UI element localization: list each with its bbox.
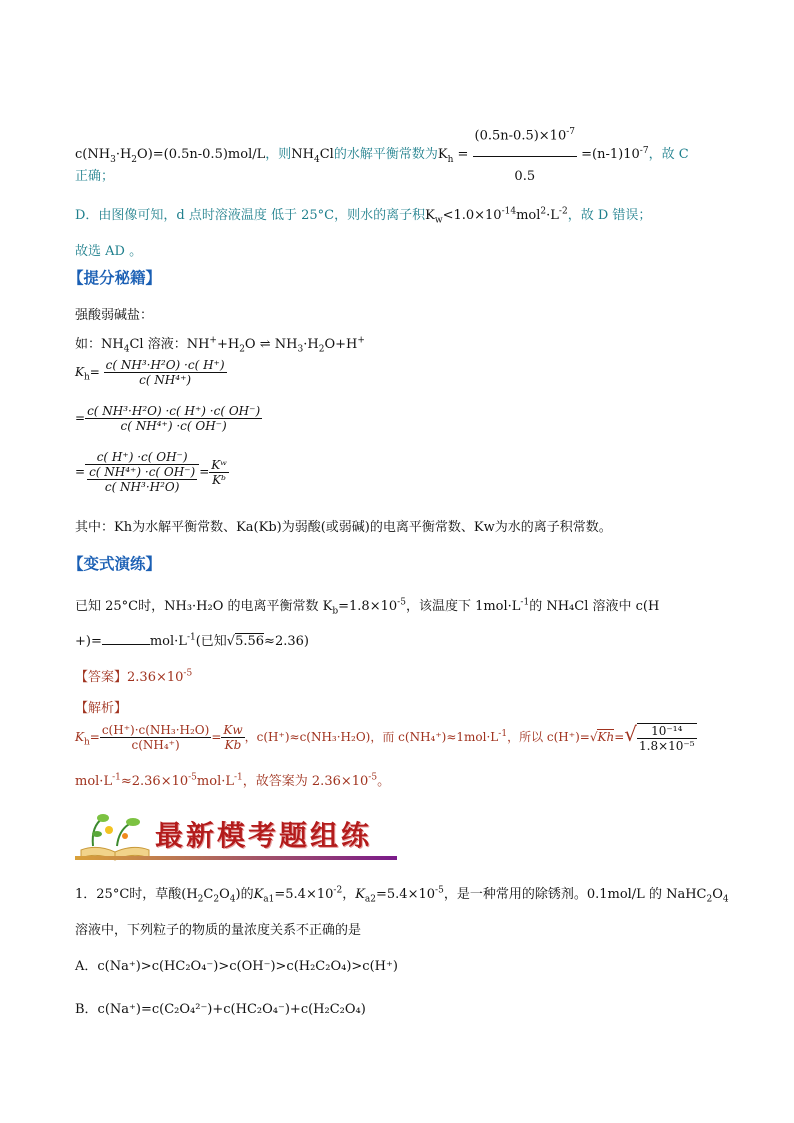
text: =1.8×10	[338, 599, 398, 614]
text: NH	[274, 337, 298, 352]
text: =	[614, 730, 625, 744]
tips-note: 其中：Kh为水解平衡常数、Ka(Kb)为弱酸(或弱碱)的电离平衡常数、Kw为水的离子积常数。	[75, 520, 612, 535]
text: mol	[516, 208, 541, 223]
text: -1	[112, 772, 121, 783]
practice-question-line2	[75, 630, 309, 649]
text: -5	[368, 772, 378, 783]
text: K	[253, 887, 264, 902]
text: ，则	[265, 147, 292, 163]
text: a1	[263, 894, 275, 905]
sqrt-symbol-icon: √	[589, 730, 598, 744]
text: 1．25°C时，草酸(H	[75, 887, 198, 902]
kh-formula-1: $K_h=$ $\frac{\text{c( NH³·H²O) ·c( H⁺)}}{\text{c( NH⁴⁺)}}$	[75, 358, 225, 387]
text: <1.0×10	[442, 208, 502, 223]
analysis-line2	[75, 770, 390, 789]
text: -1	[234, 772, 243, 783]
fraction	[100, 723, 211, 752]
text: O	[219, 887, 230, 902]
answer-line	[75, 666, 192, 685]
text: -1	[520, 597, 530, 608]
text: -2	[558, 206, 568, 217]
text: 已知 25°C时，NH₃·H₂O 的电离平衡常数 K	[75, 599, 333, 614]
analysis-label: 【解析】	[75, 701, 128, 716]
text: NH	[291, 147, 314, 163]
text: c(NH₄⁺)	[131, 738, 180, 752]
text: 0.5	[514, 169, 536, 185]
solution-line-c: $c(NH_3\cdot H_2O)=(0.5n-0.5)mol/L$，则$NH_4Cl$的水解平衡常数为$K_h$ = $\frac{(0.5n-0.5)\times 10^{-7}}{0.5}$ $=(n-1)10^{-7}$，故 C	[75, 112, 689, 152]
text: (0.5n-0.5)×10	[474, 128, 567, 144]
text: a2	[364, 894, 377, 905]
banner-title: 最新模考题组练	[155, 819, 373, 852]
text: c( NH⁴⁺)	[139, 373, 192, 387]
text: mol·L	[196, 774, 234, 789]
text: c( NH³·H²O) ·c( H⁺)	[105, 358, 225, 372]
text: mol·L	[149, 634, 187, 649]
text: c( NH⁴⁺) ·c( OH⁻)	[89, 465, 196, 479]
text: (已知	[195, 634, 227, 649]
text: ·H	[115, 147, 132, 163]
text: -1	[498, 729, 508, 739]
text: h	[83, 737, 90, 748]
text: K	[75, 365, 84, 379]
equilibrium-arrow-icon: ⇌	[259, 337, 271, 352]
tips-heading: 【提分秘籍】	[68, 268, 162, 287]
kh-formula-3: = c( H⁺) ·c( OH⁻) c( NH⁴⁺) ·c( OH⁻) c( NH³·H²O) = $\frac{\text{Kʷ}}{\text{Kᵇ}}$	[75, 450, 227, 494]
text: 如：NH	[75, 337, 124, 352]
text: ，c(H⁺)≈c(NH₃·H₂O)，而 c(NH₄⁺)≈1mol·L	[244, 730, 499, 744]
text: c(NH	[75, 147, 111, 163]
text: =(n-1)10	[581, 147, 640, 163]
solution-select: 故选 AD 。	[75, 244, 143, 259]
text: mol·L	[75, 774, 113, 789]
text: O	[712, 887, 723, 902]
answer-blank	[102, 644, 150, 645]
text: 1.8×10⁻⁵	[639, 738, 695, 753]
text: +)=	[75, 634, 102, 649]
text: ，是一种常用的除锈剂。0.1mol/L 的 NaHC	[443, 887, 707, 902]
text: ·H	[303, 337, 319, 352]
text: -14	[501, 206, 517, 217]
question-1-line2: 溶液中，下列粒子的物质的量浓度关系不正确的是	[75, 923, 362, 938]
hydrolysis-fraction	[473, 112, 577, 197]
text: 10⁻¹⁴	[637, 724, 697, 739]
text: Cl	[319, 147, 334, 163]
text: -2	[333, 885, 343, 896]
text: c( NH³·H²O)	[104, 480, 180, 494]
text: 【答案】	[75, 670, 128, 685]
banner-underline	[75, 856, 397, 860]
text: h	[447, 154, 454, 165]
text: Kw	[223, 723, 243, 737]
fraction	[209, 458, 228, 487]
text: )的	[235, 887, 254, 902]
text: O	[244, 337, 256, 352]
section-banner	[75, 808, 400, 863]
fraction	[85, 450, 199, 494]
text: +H	[216, 337, 240, 352]
fraction	[104, 358, 227, 387]
text: ，	[342, 887, 356, 902]
text: O)=(0.5n-0.5)mol/L	[137, 147, 266, 163]
text: 的水解平衡常数为	[333, 147, 438, 163]
fraction	[221, 723, 244, 752]
text: c( NH⁴⁺) ·c( OH⁻)	[120, 419, 227, 433]
text: ，该温度下 1mol·L	[405, 599, 521, 614]
fraction	[85, 404, 262, 433]
text: Kᵇ	[212, 472, 226, 487]
text: -5	[435, 885, 444, 896]
text: ，故答案为 2.36×10	[242, 774, 369, 789]
text: -7	[566, 127, 576, 137]
text: -5	[397, 597, 406, 608]
text: K	[355, 887, 365, 902]
text: -1	[186, 632, 196, 643]
text: Kh	[597, 730, 615, 744]
text: =5.4×10	[376, 887, 436, 902]
text: c( H⁺) ·c( OH⁻)	[85, 450, 199, 465]
text: 2.36×10	[127, 670, 184, 685]
text: Kʷ	[211, 457, 227, 472]
text: 5.56	[235, 634, 265, 649]
text: 。	[377, 774, 391, 789]
kh-formula-2: = $\frac{\text{c( NH³·H²O) ·c( H⁺) ·c( OH⁻)}}{\text{c( NH⁴⁺) ·c( OH⁻)}}$	[75, 404, 261, 433]
question-1-option-b[interactable]: B．c(Na⁺)=c(C₂O₄²⁻)+c(HC₂O₄⁻)+c(H₂C₂O₄)	[75, 1002, 366, 1017]
sqrt-symbol-icon: √	[624, 722, 637, 746]
text: ≈2.36)	[264, 634, 309, 649]
text: O+H	[324, 337, 358, 352]
text: ，故 C	[648, 147, 689, 163]
text: Kb	[224, 738, 242, 752]
text: h	[83, 372, 90, 383]
text: ，所以 c(H⁺)=	[507, 730, 590, 744]
practice-heading: 【变式演练】	[68, 554, 162, 573]
tips-intro: 强酸弱碱盐：	[75, 308, 154, 323]
tips-example: 如：$NH_4Cl$ 溶液：$NH^++H_2O$ ⇌ $NH_3\cdot H_2O+H^+$	[75, 335, 365, 355]
text: Cl 溶液：NH	[129, 337, 210, 352]
question-1-option-a[interactable]: A．c(Na⁺)>c(HC₂O₄⁻)>c(OH⁻)>c(H₂C₂O₄)>c(H⁺)	[75, 959, 398, 974]
text: C	[203, 887, 214, 902]
text: -5	[188, 772, 197, 783]
text: c( NH³·H²O) ·c( H⁺) ·c( OH⁻)	[87, 404, 261, 418]
solution-line-d	[75, 204, 651, 226]
text: w	[434, 215, 443, 226]
text: b	[332, 606, 339, 617]
text: K	[75, 730, 84, 744]
text: -5	[183, 668, 193, 679]
book-plant-icon	[75, 808, 155, 863]
question-1-line1: 1．25°C时，草酸$(H_2C_2O_4)$的$K_{a1}=5.4\times 10^{-2}$，$K_{a2}=5.4\times 10^{-5}$，是一种常用的除锈剂。0.1mol/L 的 $NaHC_2O_4$	[75, 885, 729, 905]
sqrt-symbol-icon: √	[226, 634, 236, 649]
text: ，故 D 错误；	[567, 208, 652, 223]
fraction	[637, 723, 697, 753]
solution-line-c2: 正确；	[75, 169, 115, 184]
text: K	[437, 147, 448, 163]
fraction	[85, 465, 199, 494]
text: ·L	[546, 208, 559, 223]
text: D．由图像可知，d 点时溶液温度 低于 25°C，则水的离子积	[75, 208, 426, 223]
text: K	[425, 208, 435, 223]
practice-question-line1	[75, 595, 659, 617]
text: ≈2.36×10	[120, 774, 189, 789]
text: 的 NH₄Cl 溶液中 c(H	[529, 599, 660, 614]
analysis-line1: $K_h=$ $\frac{\text{c(H⁺)·c(NH₃·H₂O)}}{\text{c(NH₄⁺)}}$ = $\frac{Kw}{Kb}$ ，c(H⁺)≈c(NH₃·H₂O)，而 $c(NH_4^+)\approx 1mol\cdot L^{-1}$，所以 c(H⁺)=√Kh=√ $\frac{\text{10⁻¹⁴}}{\text{1.8×10⁻⁵}}$	[75, 722, 695, 753]
text: -7	[639, 145, 649, 156]
text: 2	[540, 206, 547, 217]
text: c(H⁺)·c(NH₃·H₂O)	[101, 723, 210, 737]
text: =5.4×10	[274, 887, 334, 902]
